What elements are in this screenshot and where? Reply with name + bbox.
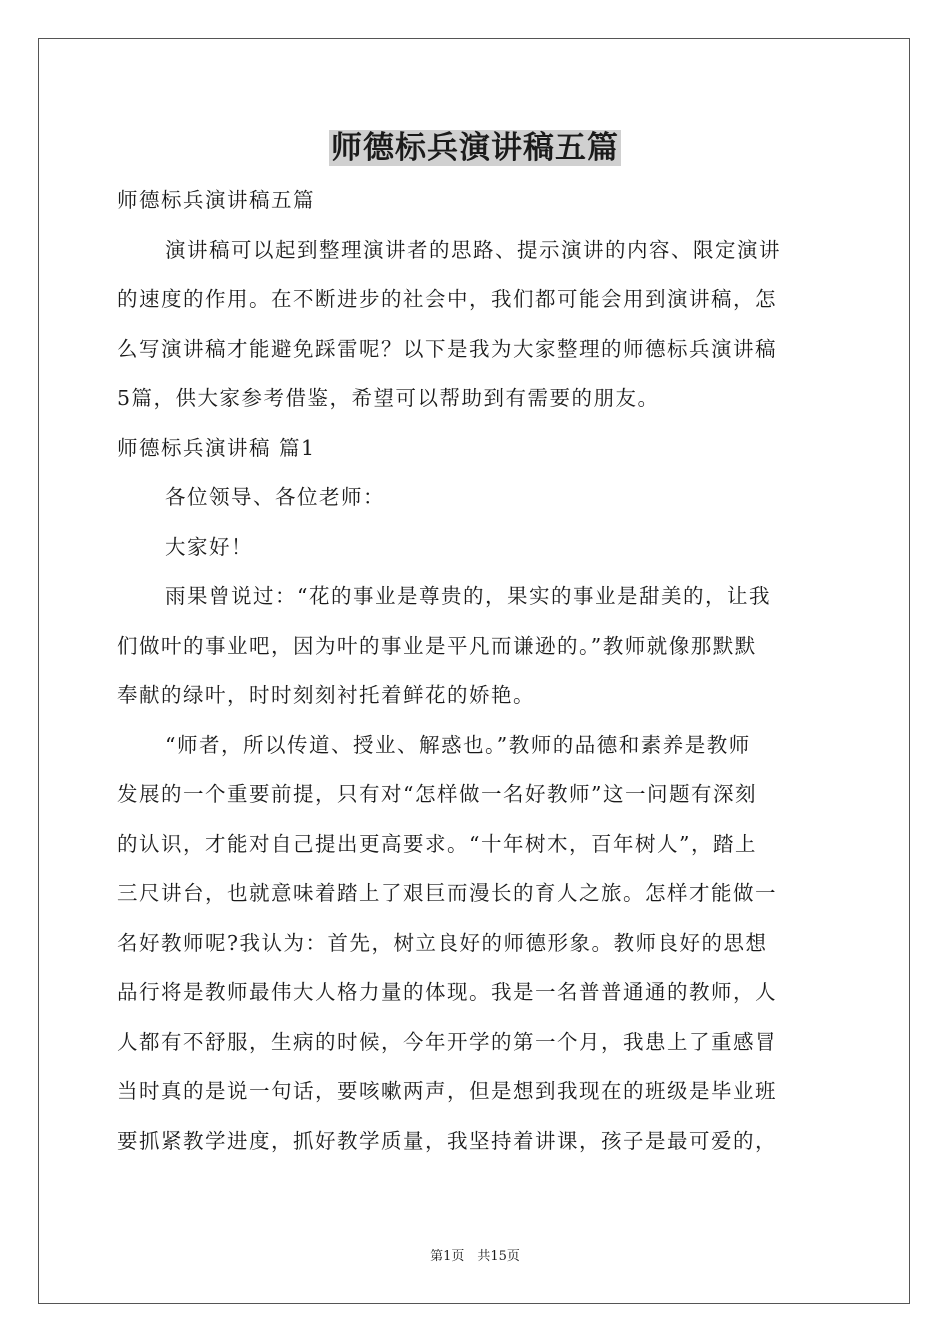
text-line: 雨果曾说过：“花的事业是尊贵的，果实的事业是甜美的，让我 [165, 584, 771, 608]
text-line: 发展的一个重要前提，只有对“怎样做一名好教师”这一问题有深刻 [117, 782, 757, 806]
text-line: 三尺讲台，也就意味着踏上了艰巨而漫长的育人之旅。怎样才能做一 [117, 881, 777, 905]
text-line: 演讲稿可以起到整理演讲者的思路、提示演讲的内容、限定演讲 [165, 237, 781, 262]
text-line: 5篇，供大家参考借鉴，希望可以帮助到有需要的朋友。 [117, 386, 660, 410]
text-line: 要抓紧教学进度，抓好教学质量，我坚持着讲课，孩子是最可爱的， [117, 1128, 777, 1153]
text-line: 名好教师呢?我认为：首先，树立良好的师德形象。教师良好的思想 [117, 930, 768, 955]
text-line: 各位领导、各位老师： [165, 485, 385, 509]
text-line: 师德标兵演讲稿五篇 [117, 188, 315, 212]
page-footer: 第1页 共15页 [430, 1249, 520, 1264]
text-line: 师德标兵演讲稿 篇1 [117, 435, 316, 460]
text-line: 奉献的绿叶，时时刻刻衬托着鲜花的娇艳。 [117, 683, 535, 707]
text-line: 的认识，才能对自己提出更高要求。“十年树木，百年树人”，踏上 [117, 831, 757, 856]
text-line: 么写演讲稿才能避免踩雷呢？以下是我为大家整理的师德标兵演讲稿 [117, 336, 777, 361]
text-line: 大家好！ [165, 534, 253, 559]
text-line: 当时真的是说一句话，要咳嗽两声，但是想到我现在的班级是毕业班 [117, 1079, 777, 1103]
text-line: 人都有不舒服，生病的时候，今年开学的第一个月，我患上了重感冒 [117, 1029, 777, 1054]
text-line: “师者，所以传道、授业、解惑也。”教师的品德和素养是教师 [165, 732, 751, 757]
document-title [0, 124, 950, 172]
text-line: 们做叶的事业吧，因为叶的事业是平凡而谦逊的。”教师就像那默默 [117, 633, 757, 658]
text-line: 品行将是教师最伟大人格力量的体现。我是一名普普通通的教师，人 [117, 980, 777, 1004]
document-body [117, 180, 833, 1170]
text-line: 的速度的作用。在不断进步的社会中，我们都可能会用到演讲稿，怎 [117, 287, 777, 311]
document-title-text: 师德标兵演讲稿五篇 [331, 130, 619, 166]
